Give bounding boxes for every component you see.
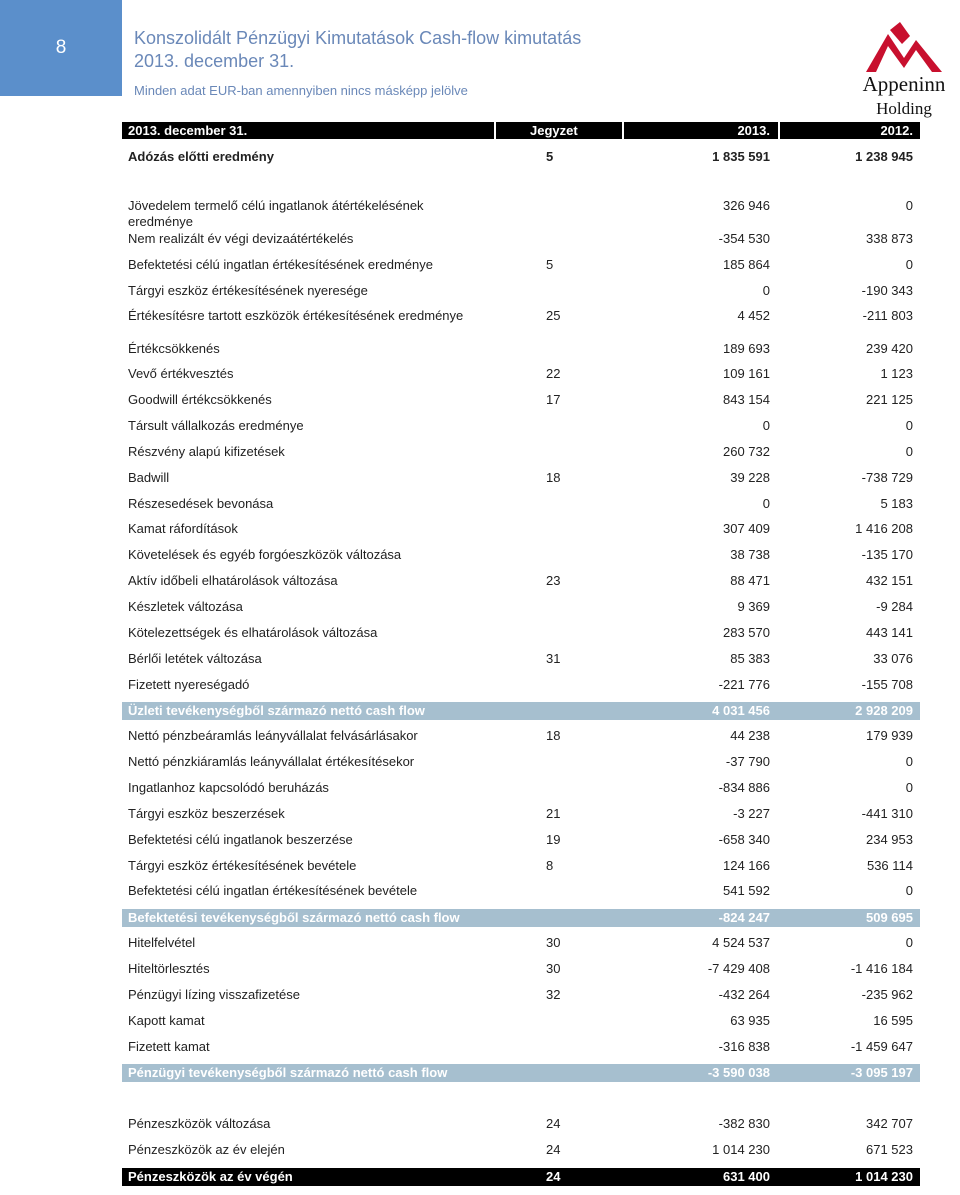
row-value-2012: 2 928 209 — [855, 703, 913, 718]
table-row — [122, 883, 920, 901]
table-row — [122, 573, 920, 591]
row-note: 24 — [546, 1116, 561, 1131]
row-value-2012: 1 238 945 — [855, 149, 913, 164]
row-value-2013: 541 592 — [723, 883, 770, 898]
table-row — [122, 308, 920, 340]
row-value-2013: 307 409 — [723, 521, 770, 536]
row-value-2012: 239 420 — [866, 341, 913, 356]
row-note: 5 — [546, 149, 554, 164]
row-value-2012: 5 183 — [880, 496, 913, 511]
row-label: Pénzügyi tevékenységből származó nettó cash flow — [128, 1065, 448, 1080]
row-label: Hitelfelvétel — [128, 935, 196, 950]
col-header-note: Jegyzet — [530, 123, 578, 138]
page-number: 8 — [55, 37, 67, 58]
row-label: Vevő értékvesztés — [128, 366, 234, 381]
table-row — [122, 198, 920, 230]
row-note: 25 — [546, 308, 561, 323]
row-value-2012: -3 095 197 — [850, 1065, 913, 1080]
row-value-2013: -824 247 — [718, 910, 770, 925]
row-label: Befektetési célú ingatlan értékesítésének bevétele — [128, 883, 418, 898]
row-label: Értékcsökkenés — [128, 341, 220, 356]
table-row — [122, 780, 920, 798]
row-label: Kamat ráfordítások — [128, 521, 238, 536]
row-label: Jövedelem termelő célú ingatlanok átértékelésének eredménye — [128, 198, 424, 229]
row-label: Részesedések bevonása — [128, 496, 274, 511]
row-value-2012: -738 729 — [861, 470, 913, 485]
table-row — [122, 547, 920, 565]
row-note: 5 — [546, 257, 554, 272]
row-note: 19 — [546, 832, 561, 847]
row-value-2012: 338 873 — [866, 231, 913, 246]
row-label: Befektetési tevékenységből származó nettó cash flow — [128, 910, 460, 925]
row-value-2013: -3 590 038 — [707, 1065, 770, 1080]
row-label: Ingatlanhoz kapcsolódó beruházás — [128, 780, 329, 795]
row-value-2013: -382 830 — [718, 1116, 770, 1131]
row-value-2012: 0 — [905, 754, 913, 769]
title-line-1: Konszolidált Pénzügyi Kimutatások Cash-flow kimutatás — [134, 28, 582, 48]
currency-note: Minden adat EUR-ban amennyiben nincs másképp jelölve — [134, 83, 468, 98]
row-note: 31 — [546, 651, 561, 666]
row-value-2013: 260 732 — [723, 444, 770, 459]
row-label: Üzleti tevékenységből származó nettó cash flow — [128, 703, 425, 718]
row-value-2012: 0 — [905, 418, 913, 433]
row-label: Nem realizált év végi devizaátértékelés — [128, 231, 354, 246]
col-header-period: 2013. december 31. — [128, 123, 248, 138]
row-value-2013: 631 400 — [723, 1169, 770, 1184]
row-value-2013: 0 — [762, 418, 770, 433]
table-row — [122, 987, 920, 1005]
row-value-2012: 0 — [905, 444, 913, 459]
table-row — [122, 521, 920, 539]
row-value-2012: 1 416 208 — [855, 521, 913, 536]
row-note: 8 — [546, 858, 554, 873]
row-value-2012: 221 125 — [866, 392, 913, 407]
row-value-2013: 0 — [762, 283, 770, 298]
row-value-2013: 326 946 — [723, 198, 770, 213]
row-value-2012: 536 114 — [866, 858, 913, 873]
row-label: Készletek változása — [128, 599, 243, 614]
row-value-2013: 4 524 537 — [712, 935, 770, 950]
row-value-2013: 283 570 — [723, 625, 770, 640]
row-value-2012: 509 695 — [866, 910, 913, 925]
row-value-2012: 1 123 — [880, 366, 913, 381]
row-value-2013: 185 864 — [723, 257, 770, 272]
row-value-2013: 44 238 — [730, 728, 770, 743]
row-label: Pénzügyi lízing visszafizetése — [128, 987, 300, 1002]
table-row — [122, 1039, 920, 1057]
page-title — [134, 27, 581, 73]
table-row — [122, 1116, 920, 1134]
row-value-2013: 109 161 — [723, 366, 770, 381]
subtotal-row — [122, 1168, 920, 1186]
row-value-2012: 234 953 — [866, 832, 913, 847]
row-value-2012: -1 416 184 — [850, 961, 913, 976]
table-row — [122, 599, 920, 617]
row-label: Pénzeszközök az év elején — [128, 1142, 285, 1157]
row-value-2012: 0 — [905, 198, 913, 213]
row-label: Goodwill értékcsökkenés — [128, 392, 272, 407]
row-label: Pénzeszközök az év végén — [128, 1169, 293, 1184]
row-label: Fizetett kamat — [128, 1039, 210, 1054]
logo-name: Appeninn — [862, 72, 946, 96]
table-row — [122, 283, 920, 301]
table-row — [122, 470, 920, 488]
row-value-2012: 0 — [905, 935, 913, 950]
row-label: Pénzeszközök változása — [128, 1116, 271, 1131]
logo-subtitle: Holding — [876, 99, 932, 118]
table-header-row — [122, 122, 920, 139]
row-value-2013: 4 452 — [737, 308, 770, 323]
row-value-2012: 16 595 — [873, 1013, 913, 1028]
col-header-2013: 2013. — [737, 123, 770, 138]
subtotal-row — [122, 1064, 920, 1082]
row-value-2013: 85 383 — [730, 651, 770, 666]
row-note: 32 — [546, 987, 561, 1002]
row-value-2012: -235 962 — [861, 987, 913, 1002]
title-line-2: 2013. december 31. — [134, 51, 295, 71]
row-label: Nettó pénzkiáramlás leányvállalat értékesítésekor — [128, 754, 415, 769]
table-row — [122, 935, 920, 953]
row-value-2013: 0 — [762, 496, 770, 511]
table-row — [122, 418, 920, 436]
row-label: Befektetési célú ingatlanok beszerzése — [128, 832, 353, 847]
row-label: Tárgyi eszköz beszerzések — [128, 806, 285, 821]
row-value-2013: 843 154 — [723, 392, 770, 407]
row-value-2012: 443 141 — [866, 625, 913, 640]
row-note: 22 — [546, 366, 561, 381]
row-label: Értékesítésre tartott eszközök értékesítésének eredménye — [128, 308, 464, 323]
table-row — [122, 754, 920, 772]
table-row — [122, 231, 920, 249]
row-value-2012: -155 708 — [861, 677, 913, 692]
table-row — [122, 366, 920, 384]
row-note: 24 — [546, 1169, 561, 1184]
row-value-2012: 342 707 — [866, 1116, 913, 1131]
row-value-2012: 0 — [905, 883, 913, 898]
row-label: Társult vállalkozás eredménye — [128, 418, 304, 433]
table-row — [122, 148, 920, 166]
table-row — [122, 1142, 920, 1160]
row-label: Aktív időbeli elhatárolások változása — [128, 573, 338, 588]
row-value-2013: 38 738 — [730, 547, 770, 562]
table-row — [122, 858, 920, 876]
row-value-2013: -432 264 — [718, 987, 770, 1002]
row-value-2013: -7 429 408 — [707, 961, 770, 976]
table-row — [122, 341, 920, 359]
table-row — [122, 677, 920, 695]
row-value-2012: -1 459 647 — [850, 1039, 913, 1054]
row-value-2012: 0 — [905, 780, 913, 795]
row-value-2013: -3 227 — [733, 806, 770, 821]
row-note: 23 — [546, 573, 561, 588]
row-label: Tárgyi eszköz értékesítésének bevétele — [128, 858, 357, 873]
subtotal-row — [122, 909, 920, 927]
row-value-2013: 1 835 591 — [712, 149, 770, 164]
column-divider — [622, 122, 624, 139]
company-logo — [848, 22, 960, 122]
row-label: Nettó pénzbeáramlás leányvállalat felvásárlásakor — [128, 728, 418, 743]
row-value-2013: -354 530 — [718, 231, 770, 246]
table-row — [122, 728, 920, 746]
row-note: 30 — [546, 961, 561, 976]
row-value-2012: 33 076 — [873, 651, 913, 666]
table-row — [122, 832, 920, 850]
row-label: Fizetett nyereségadó — [128, 677, 250, 692]
table-row — [122, 651, 920, 669]
row-label: Tárgyi eszköz értékesítésének nyeresége — [128, 283, 368, 298]
row-value-2013: -834 886 — [718, 780, 770, 795]
col-header-2012: 2012. — [880, 123, 913, 138]
row-value-2012: 179 939 — [866, 728, 913, 743]
row-value-2013: 9 369 — [737, 599, 770, 614]
row-value-2013: 189 693 — [723, 341, 770, 356]
row-value-2013: -316 838 — [718, 1039, 770, 1054]
row-value-2012: 671 523 — [866, 1142, 913, 1157]
table-row — [122, 257, 920, 275]
row-value-2012: -211 803 — [862, 308, 913, 323]
column-divider — [494, 122, 496, 139]
row-label: Részvény alapú kifizetések — [128, 444, 285, 459]
page-number-badge — [0, 0, 122, 96]
row-label: Követelések és egyéb forgóeszközök változása — [128, 547, 402, 562]
row-note: 21 — [546, 806, 561, 821]
row-value-2013: -221 776 — [718, 677, 770, 692]
row-note: 17 — [546, 392, 561, 407]
row-label: Adózás előtti eredmény — [128, 149, 274, 164]
row-value-2013: 39 228 — [730, 470, 770, 485]
row-label: Hiteltörlesztés — [128, 961, 210, 976]
subtotal-row — [122, 702, 920, 720]
table-row — [122, 961, 920, 979]
row-value-2012: 0 — [905, 257, 913, 272]
row-label: Kapott kamat — [128, 1013, 205, 1028]
table-row — [122, 806, 920, 824]
row-note: 18 — [546, 470, 561, 485]
row-label: Befektetési célú ingatlan értékesítésének eredménye — [128, 257, 433, 272]
row-value-2013: 63 935 — [730, 1013, 770, 1028]
row-value-2013: -658 340 — [718, 832, 770, 847]
row-value-2012: -441 310 — [861, 806, 913, 821]
table-row — [122, 1013, 920, 1031]
row-label: Badwill — [128, 470, 170, 485]
row-value-2013: 88 471 — [730, 573, 770, 588]
table-row — [122, 444, 920, 462]
row-note: 30 — [546, 935, 561, 950]
table-row — [122, 625, 920, 643]
row-note: 18 — [546, 728, 561, 743]
table-row — [122, 392, 920, 410]
row-value-2012: 432 151 — [866, 573, 913, 588]
row-value-2012: -135 170 — [861, 547, 913, 562]
row-value-2013: 4 031 456 — [712, 703, 770, 718]
table-row — [122, 496, 920, 514]
mountain-logo-icon — [866, 22, 942, 72]
row-value-2012: -9 284 — [876, 599, 913, 614]
row-value-2012: -190 343 — [861, 283, 913, 298]
row-label: Kötelezettségek és elhatárolások változása — [128, 625, 378, 640]
row-note: 24 — [546, 1142, 561, 1157]
row-label: Bérlői letétek változása — [128, 651, 262, 666]
row-value-2012: 1 014 230 — [855, 1169, 913, 1184]
row-value-2013: 1 014 230 — [712, 1142, 770, 1157]
column-divider — [778, 122, 780, 139]
row-value-2013: -37 790 — [725, 754, 770, 769]
cash-flow-table — [122, 122, 920, 1184]
row-value-2013: 124 166 — [723, 858, 770, 873]
